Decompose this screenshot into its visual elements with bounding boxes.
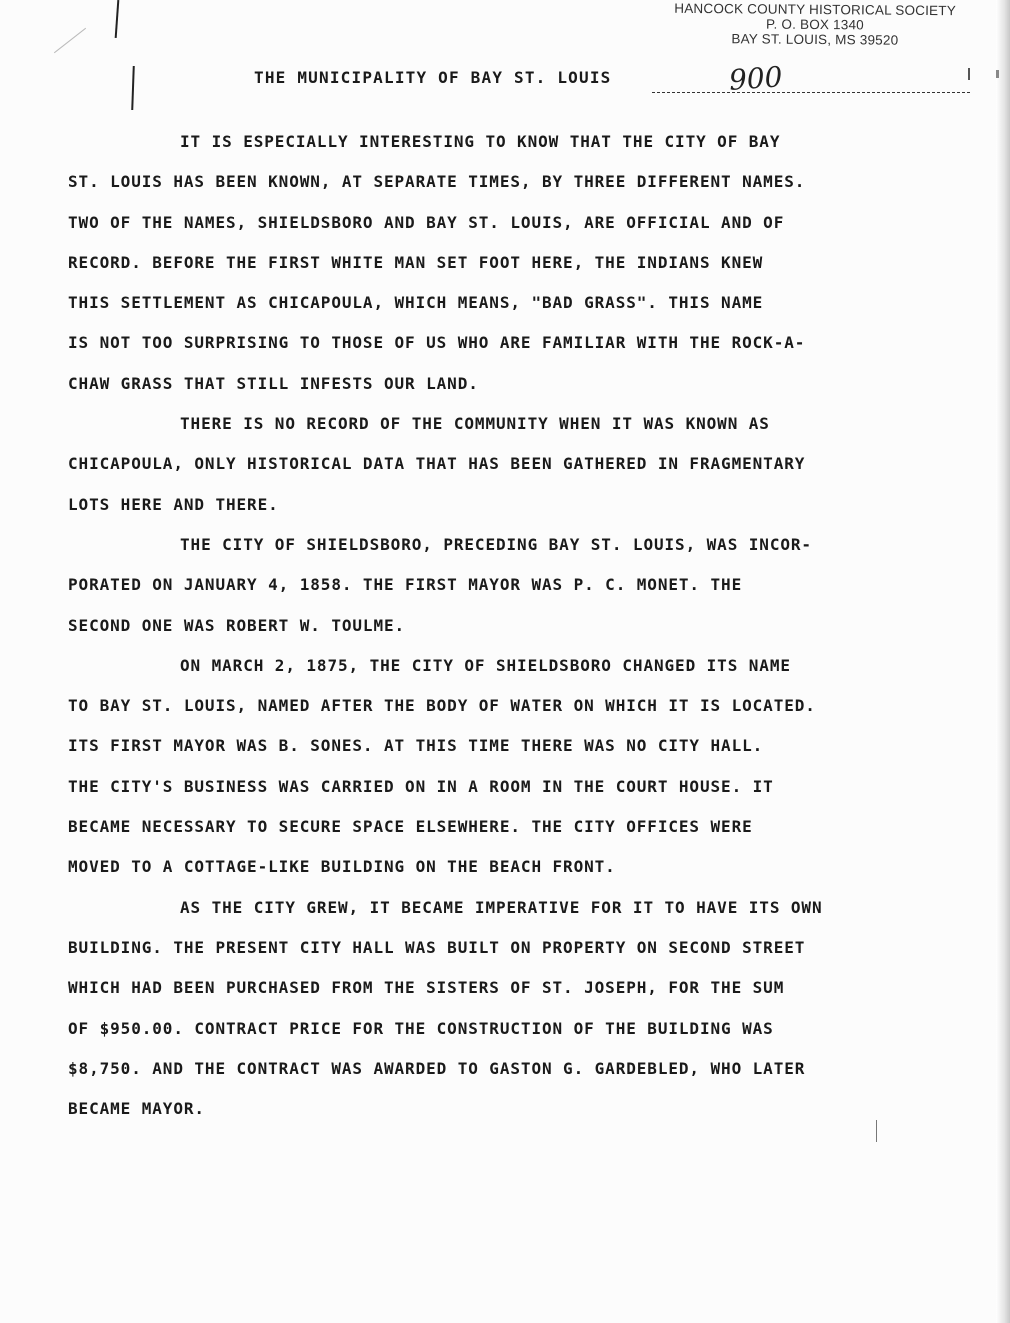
ink-mark xyxy=(115,0,120,38)
text-line: SECOND ONE WAS ROBERT W. TOULME. xyxy=(68,615,406,635)
stamp-line-1: HANCOCK COUNTY HISTORICAL SOCIETY xyxy=(674,0,957,19)
text-line: CHICAPOULA, ONLY HISTORICAL DATA THAT HAS BEEN GATHERED IN FRAGMENTARY xyxy=(68,454,806,474)
page-title: THE MUNICIPALITY OF BAY ST. LOUIS xyxy=(254,68,612,87)
text-line: BUILDING. THE PRESENT CITY HALL WAS BUILT ON PROPERTY ON SECOND STREET xyxy=(68,937,806,957)
text-line: ST. LOUIS HAS BEEN KNOWN, AT SEPARATE TIMES, BY THREE DIFFERENT NAMES. xyxy=(68,172,806,192)
title-dashed-rule xyxy=(652,92,970,93)
text-line: ITS FIRST MAYOR WAS B. SONES. AT THIS TIME THERE WAS NO CITY HALL. xyxy=(68,736,764,756)
page-edge-shadow xyxy=(996,0,1010,1323)
text-line: THE CITY'S BUSINESS WAS CARRIED ON IN A ROOM IN THE COURT HOUSE. IT xyxy=(68,776,774,796)
text-line: LOTS HERE AND THERE. xyxy=(68,494,279,514)
text-line: AS THE CITY GREW, IT BECAME IMPERATIVE FOR IT TO HAVE ITS OWN xyxy=(180,897,823,917)
stamp-line-2: P. O. BOX 1340 xyxy=(765,16,865,33)
fold-mark xyxy=(54,28,86,53)
text-line: THE CITY OF SHIELDSBORO, PRECEDING BAY ST. LOUIS, WAS INCOR- xyxy=(180,534,812,554)
text-line: BECAME NECESSARY TO SECURE SPACE ELSEWHERE. THE CITY OFFICES WERE xyxy=(68,817,753,837)
text-line: BECAME MAYOR. xyxy=(68,1099,205,1119)
text-line: TO BAY ST. LOUIS, NAMED AFTER THE BODY OF WATER ON WHICH IT IS LOCATED. xyxy=(68,696,816,716)
historical-society-stamp xyxy=(650,1,980,49)
text-line: OF $950.00. CONTRACT PRICE FOR THE CONSTRUCTION OF THE BUILDING WAS xyxy=(68,1018,774,1038)
stamp-line-3: BAY ST. LOUIS, MS 39520 xyxy=(731,31,899,48)
text-line: $8,750. AND THE CONTRACT WAS AWARDED TO GASTON G. GARDEBLED, WHO LATER xyxy=(68,1058,806,1078)
text-line: THIS SETTLEMENT AS CHICAPOULA, WHICH MEANS, "BAD GRASS". THIS NAME xyxy=(68,293,764,313)
text-line: TWO OF THE NAMES, SHIELDSBORO AND BAY ST. LOUIS, ARE OFFICIAL AND OF xyxy=(68,212,785,232)
text-line: IT IS ESPECIALLY INTERESTING TO KNOW THAT THE CITY OF BAY xyxy=(180,132,781,151)
text-line: RECORD. BEFORE THE FIRST WHITE MAN SET FOOT HERE, THE INDIANS KNEW xyxy=(68,252,764,272)
text-line: WHICH HAD BEEN PURCHASED FROM THE SISTERS OF ST. JOSEPH, FOR THE SUM xyxy=(68,978,785,998)
handwritten-number: 900 xyxy=(727,60,784,97)
text-line: ON MARCH 2, 1875, THE CITY OF SHIELDSBORO CHANGED ITS NAME xyxy=(180,655,791,675)
title-row xyxy=(254,60,974,98)
document-body xyxy=(68,122,928,1129)
text-line: PORATED ON JANUARY 4, 1858. THE FIRST MAYOR WAS P. C. MONET. THE xyxy=(68,575,743,595)
text-line: MOVED TO A COTTAGE-LIKE BUILDING ON THE BEACH FRONT. xyxy=(68,857,616,877)
text-line: CHAW GRASS THAT STILL INFESTS OUR LAND. xyxy=(68,373,479,393)
text-line: IS NOT TOO SURPRISING TO THOSE OF US WHO ARE FAMILIAR WITH THE ROCK-A- xyxy=(68,333,806,353)
ink-mark xyxy=(131,66,135,110)
text-line: THERE IS NO RECORD OF THE COMMUNITY WHEN IT WAS KNOWN AS xyxy=(180,414,770,434)
ink-mark xyxy=(996,70,999,78)
